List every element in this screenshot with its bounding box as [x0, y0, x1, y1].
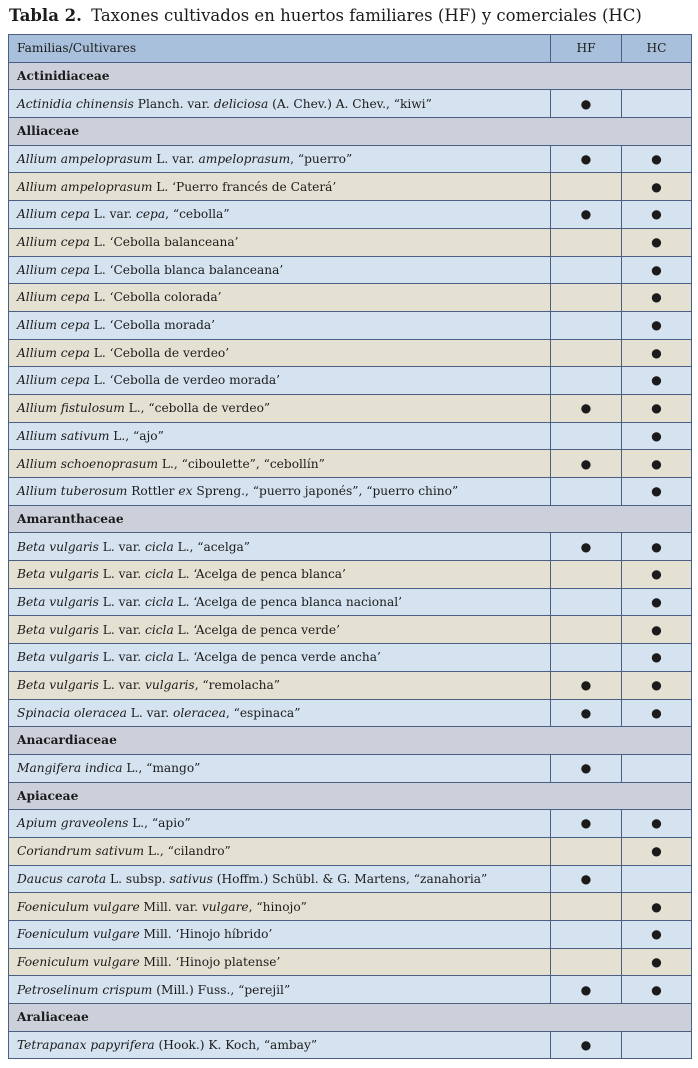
taxon-name-italic: ex [178, 484, 193, 499]
taxon-name-italic: Allium cepa [17, 345, 90, 360]
taxon-row [9, 284, 692, 312]
taxon-row [9, 367, 692, 395]
taxon-name-italic: Allium sativum [17, 428, 110, 443]
taxon-name-italic: sativus [169, 871, 213, 886]
taxon-name-text: Mill. ‘Hinojo híbrido’ [139, 927, 273, 942]
taxon-row [9, 450, 692, 478]
hf-presence-bullet: ● [580, 96, 592, 111]
hf-cell [551, 948, 622, 976]
hc-cell [622, 671, 692, 699]
family-name: Anacardiaceae [9, 727, 692, 755]
taxon-row [9, 976, 692, 1004]
taxon-name [9, 228, 551, 256]
hf-presence-bullet: ● [580, 761, 592, 776]
taxon-name [9, 284, 551, 312]
taxon-name-italic: cepa [136, 207, 166, 222]
hc-presence-bullet: ● [651, 622, 662, 637]
taxon-name [9, 173, 551, 201]
taxon-name-italic: cicla [145, 594, 174, 609]
hf-cell [551, 145, 622, 173]
hf-cell [551, 837, 622, 865]
hc-presence-bullet: ● [651, 678, 662, 693]
taxon-name-text: L. ‘Acelga de penca blanca nacional’ [173, 594, 402, 609]
taxon-name-italic: Beta vulgaris [17, 567, 99, 582]
hf-cell [551, 976, 622, 1004]
hc-cell [622, 90, 692, 118]
taxon-name-italic: oleracea [172, 705, 226, 720]
taxon-row [9, 588, 692, 616]
hf-cell [551, 394, 622, 422]
taxon-name [9, 450, 551, 478]
taxon-name [9, 810, 551, 838]
hc-presence-bullet: ● [651, 179, 662, 194]
hf-cell [551, 478, 622, 506]
taxon-name-text: , “hinojo” [248, 899, 307, 914]
hf-cell [551, 367, 622, 395]
taxon-name [9, 754, 551, 782]
taxon-name-text: , “cebolla” [165, 207, 230, 222]
taxon-name-italic: Foeniculum vulgare [17, 954, 140, 969]
taxon-name-italic: Beta vulgaris [17, 539, 99, 554]
taxon-row [9, 865, 692, 893]
hf-presence-bullet: ● [580, 456, 592, 471]
taxon-row [9, 311, 692, 339]
hf-presence-bullet: ● [580, 982, 592, 997]
taxon-name-italic: Allium fistulosum [17, 401, 125, 416]
taxon-name-italic: cicla [145, 650, 174, 665]
taxon-name [9, 201, 551, 229]
hc-presence-bullet: ● [651, 816, 662, 831]
taxon-name-text: L., “cilandro” [144, 844, 231, 859]
hc-presence-bullet: ● [651, 428, 662, 443]
taxon-name-italic: Tetrapanax papyrifera [17, 1037, 155, 1052]
taxon-row [9, 754, 692, 782]
hf-cell [551, 256, 622, 284]
hf-cell [551, 699, 622, 727]
taxon-name-text: L. var. [98, 594, 145, 609]
hc-presence-bullet: ● [651, 456, 662, 471]
taxon-name [9, 948, 551, 976]
family-name: Alliaceae [9, 118, 692, 146]
hc-cell [622, 1031, 692, 1059]
hf-cell [551, 616, 622, 644]
hc-presence-bullet: ● [651, 567, 662, 582]
taxon-name-italic: Mangifera indica [17, 761, 123, 776]
taxon-name-text: , “espinaca” [225, 705, 301, 720]
family-name: Araliaceae [9, 1004, 692, 1032]
hc-cell [622, 394, 692, 422]
taxon-row [9, 201, 692, 229]
hc-presence-bullet: ● [651, 650, 662, 665]
taxon-name-text: (Hoffm.) Schübl. & G. Martens, “zanahoria” [212, 871, 488, 886]
header-hf: HF [551, 35, 622, 63]
taxon-name [9, 145, 551, 173]
family-name: Amaranthaceae [9, 505, 692, 533]
taxon-row [9, 921, 692, 949]
taxon-name [9, 893, 551, 921]
taxon-row [9, 671, 692, 699]
hf-cell [551, 450, 622, 478]
taxon-row [9, 422, 692, 450]
taxon-name [9, 311, 551, 339]
taxon-row [9, 644, 692, 672]
hc-presence-bullet: ● [651, 373, 662, 388]
taxon-name-italic: Allium cepa [17, 207, 90, 222]
hf-presence-bullet: ● [580, 705, 592, 720]
taxon-row [9, 145, 692, 173]
hc-presence-bullet: ● [651, 539, 662, 554]
hc-cell [622, 561, 692, 589]
taxon-name [9, 339, 551, 367]
taxon-name-italic: ampeloprasum [198, 151, 291, 166]
taxon-name-italic: Beta vulgaris [17, 622, 99, 637]
taxon-name [9, 367, 551, 395]
hf-cell [551, 921, 622, 949]
taxon-row [9, 256, 692, 284]
taxon-name-text: L. var. [98, 622, 145, 637]
hc-cell [622, 865, 692, 893]
taxon-name-text: (Mill.) Fuss., “perejil” [152, 982, 291, 997]
hf-presence-bullet: ● [580, 151, 592, 166]
taxon-name-italic: Allium cepa [17, 373, 90, 388]
taxon-name-text: Rottler [127, 484, 179, 499]
taxon-name-text: , “remolacha” [194, 678, 280, 693]
hf-cell [551, 865, 622, 893]
hc-cell [622, 699, 692, 727]
hc-presence-bullet: ● [651, 262, 662, 277]
taxon-name [9, 588, 551, 616]
hf-cell [551, 810, 622, 838]
hc-cell [622, 948, 692, 976]
taxon-name-italic: Allium tuberosum [17, 484, 128, 499]
family-row [9, 118, 692, 146]
table-caption [9, 6, 642, 25]
taxon-name [9, 256, 551, 284]
taxon-name-italic: Apium graveolens [17, 816, 129, 831]
taxon-name-italic: Beta vulgaris [17, 594, 99, 609]
taxon-name-italic: Petroselinum crispum [17, 982, 153, 997]
taxon-row [9, 699, 692, 727]
taxon-name-text: Mill. var. [139, 899, 202, 914]
hf-presence-bullet: ● [580, 871, 592, 886]
hc-presence-bullet: ● [651, 705, 662, 720]
taxon-name [9, 837, 551, 865]
hc-cell [622, 810, 692, 838]
taxon-row [9, 228, 692, 256]
taxon-name [9, 422, 551, 450]
taxon-row [9, 837, 692, 865]
hc-cell [622, 367, 692, 395]
taxon-name-text: Spreng., “puerro japonés”, “puerro chino” [192, 484, 459, 499]
taxon-name-italic: Allium schoenoprasum [17, 456, 158, 471]
taxon-name-text: L. ‘Cebolla de verdeo morada’ [89, 373, 281, 388]
taxon-name-text: L., “mango” [122, 761, 201, 776]
taxon-name-italic: Foeniculum vulgare [17, 899, 140, 914]
taxa-table [8, 34, 692, 1059]
taxon-name [9, 644, 551, 672]
taxon-name-text: L. var. [98, 650, 145, 665]
hf-presence-bullet: ● [580, 816, 592, 831]
table-body [9, 62, 692, 1059]
taxon-name-text: L. ‘Cebolla colorada’ [89, 290, 222, 305]
hc-cell [622, 754, 692, 782]
taxon-name-italic: Coriandrum sativum [17, 844, 145, 859]
taxon-row [9, 173, 692, 201]
hc-presence-bullet: ● [651, 401, 662, 416]
taxon-row [9, 1031, 692, 1059]
taxon-row [9, 893, 692, 921]
hf-cell [551, 644, 622, 672]
taxon-name-text: Planch. var. [133, 96, 214, 111]
family-row [9, 505, 692, 533]
taxon-name [9, 976, 551, 1004]
hf-cell [551, 588, 622, 616]
family-name: Actinidiaceae [9, 62, 692, 90]
taxon-name-italic: Allium cepa [17, 235, 90, 250]
hc-presence-bullet: ● [651, 594, 662, 609]
header-hc: HC [622, 35, 692, 63]
taxon-name-italic: cicla [145, 539, 174, 554]
taxon-name-italic: Allium cepa [17, 262, 90, 277]
hf-cell [551, 90, 622, 118]
taxon-name-italic: cicla [145, 622, 174, 637]
hc-presence-bullet: ● [651, 207, 662, 222]
taxon-name [9, 671, 551, 699]
taxon-name-italic: vulgare [201, 899, 249, 914]
taxon-name-italic: Allium cepa [17, 318, 90, 333]
hf-cell [551, 422, 622, 450]
hf-presence-bullet: ● [580, 207, 592, 222]
hc-cell [622, 228, 692, 256]
taxon-name-text: L. ‘Cebolla de verdeo’ [89, 345, 230, 360]
hf-presence-bullet: ● [580, 539, 592, 554]
taxon-name-text: L. ‘Cebolla morada’ [89, 318, 216, 333]
taxon-name [9, 394, 551, 422]
hc-presence-bullet: ● [651, 927, 662, 942]
hc-presence-bullet: ● [651, 844, 662, 859]
hf-cell [551, 173, 622, 201]
taxon-name-italic: Allium ampeloprasum [17, 179, 153, 194]
taxon-name-italic: Daucus carota [17, 871, 107, 886]
taxon-name-italic: vulgaris [145, 678, 195, 693]
taxon-name-text: L. ‘Cebolla balanceana’ [89, 235, 239, 250]
hc-presence-bullet: ● [651, 235, 662, 250]
hc-cell [622, 644, 692, 672]
hf-presence-bullet: ● [580, 401, 592, 416]
taxon-name [9, 561, 551, 589]
taxon-name-text: L. subsp. [106, 871, 170, 886]
taxon-name-italic: Spinacia oleracea [17, 705, 127, 720]
taxon-name-italic: Allium cepa [17, 290, 90, 305]
hf-presence-bullet: ● [580, 1037, 592, 1052]
taxon-name-italic: cicla [145, 567, 174, 582]
hf-cell [551, 228, 622, 256]
family-row [9, 62, 692, 90]
taxon-name-italic: Actinidia chinensis [17, 96, 134, 111]
taxon-row [9, 90, 692, 118]
hc-cell [622, 311, 692, 339]
hc-cell [622, 256, 692, 284]
taxon-row [9, 948, 692, 976]
taxon-name-text: Mill. ‘Hinojo platense’ [139, 954, 281, 969]
hc-cell [622, 339, 692, 367]
taxon-name-text: L., “ajo” [109, 428, 164, 443]
hc-presence-bullet: ● [651, 899, 662, 914]
hc-cell [622, 921, 692, 949]
taxon-name-text: L., “acelga” [173, 539, 251, 554]
hc-presence-bullet: ● [651, 318, 662, 333]
taxon-row [9, 810, 692, 838]
taxon-name [9, 921, 551, 949]
hc-cell [622, 450, 692, 478]
taxon-name [9, 699, 551, 727]
hf-cell [551, 533, 622, 561]
taxon-name-text: L., “ciboulette”, “cebollín” [158, 456, 325, 471]
hc-cell [622, 478, 692, 506]
taxon-name-text: L. ‘Acelga de penca verde’ [173, 622, 340, 637]
taxon-row [9, 394, 692, 422]
taxon-name-text: L. var. [98, 678, 145, 693]
taxon-name-italic: Beta vulgaris [17, 650, 99, 665]
hf-cell [551, 311, 622, 339]
caption-label: Tabla 2. [9, 6, 82, 25]
hf-presence-bullet: ● [580, 678, 592, 693]
taxon-name-text: L. ‘Acelga de penca blanca’ [173, 567, 346, 582]
family-row [9, 782, 692, 810]
taxon-name [9, 478, 551, 506]
hc-presence-bullet: ● [651, 345, 662, 360]
taxon-name-text: L., “apio” [128, 816, 191, 831]
hf-cell [551, 284, 622, 312]
hf-cell [551, 1031, 622, 1059]
hc-presence-bullet: ● [651, 484, 662, 499]
hf-cell [551, 893, 622, 921]
taxon-name [9, 616, 551, 644]
family-name: Apiaceae [9, 782, 692, 810]
taxon-name-text: , “puerro” [290, 151, 353, 166]
hc-cell [622, 588, 692, 616]
hc-cell [622, 893, 692, 921]
caption-text: Taxones cultivados en huertos familiares (HF) y comerciales (HC) [91, 6, 642, 25]
taxon-name-text: L. var. [98, 539, 145, 554]
taxon-name-italic: Allium ampeloprasum [17, 151, 153, 166]
hf-cell [551, 201, 622, 229]
taxon-name-italic: Foeniculum vulgare [17, 927, 140, 942]
hc-presence-bullet: ● [651, 151, 662, 166]
taxon-name [9, 90, 551, 118]
taxon-name-text: (Hook.) K. Koch, “ambay” [154, 1037, 318, 1052]
hc-cell [622, 837, 692, 865]
taxon-row [9, 533, 692, 561]
hc-presence-bullet: ● [651, 290, 662, 305]
hc-cell [622, 616, 692, 644]
hc-cell [622, 284, 692, 312]
taxon-name-text: L. var. [126, 705, 173, 720]
taxon-row [9, 339, 692, 367]
taxon-name-italic: Beta vulgaris [17, 678, 99, 693]
taxon-row [9, 561, 692, 589]
taxon-name-text: L. ‘Cebolla blanca balanceana’ [89, 262, 284, 277]
taxon-name-text: L. ‘Acelga de penca verde ancha’ [173, 650, 381, 665]
hc-presence-bullet: ● [651, 954, 662, 969]
taxon-name-text: L. var. [152, 151, 199, 166]
hc-cell [622, 976, 692, 1004]
hc-cell [622, 422, 692, 450]
hc-cell [622, 533, 692, 561]
hf-cell [551, 754, 622, 782]
taxon-name [9, 533, 551, 561]
taxon-name-text: L., “cebolla de verdeo” [124, 401, 271, 416]
taxon-name-italic: deliciosa [213, 96, 269, 111]
hc-presence-bullet: ● [651, 982, 662, 997]
taxon-name-text: L. var. [98, 567, 145, 582]
header-families-cultivars: Familias/Cultivares [9, 35, 551, 63]
taxon-name-text: L. var. [89, 207, 136, 222]
hc-cell [622, 145, 692, 173]
table-header-row [9, 35, 692, 63]
taxon-name [9, 1031, 551, 1059]
family-row [9, 727, 692, 755]
hf-cell [551, 339, 622, 367]
family-row [9, 1004, 692, 1032]
hc-cell [622, 173, 692, 201]
hc-cell [622, 201, 692, 229]
taxon-row [9, 616, 692, 644]
taxon-name [9, 865, 551, 893]
hf-cell [551, 671, 622, 699]
taxon-name-text: (A. Chev.) A. Chev., “kiwi” [268, 96, 432, 111]
taxon-name-text: L. ‘Puerro francés de Caterá’ [152, 179, 337, 194]
hf-cell [551, 561, 622, 589]
taxon-row [9, 478, 692, 506]
